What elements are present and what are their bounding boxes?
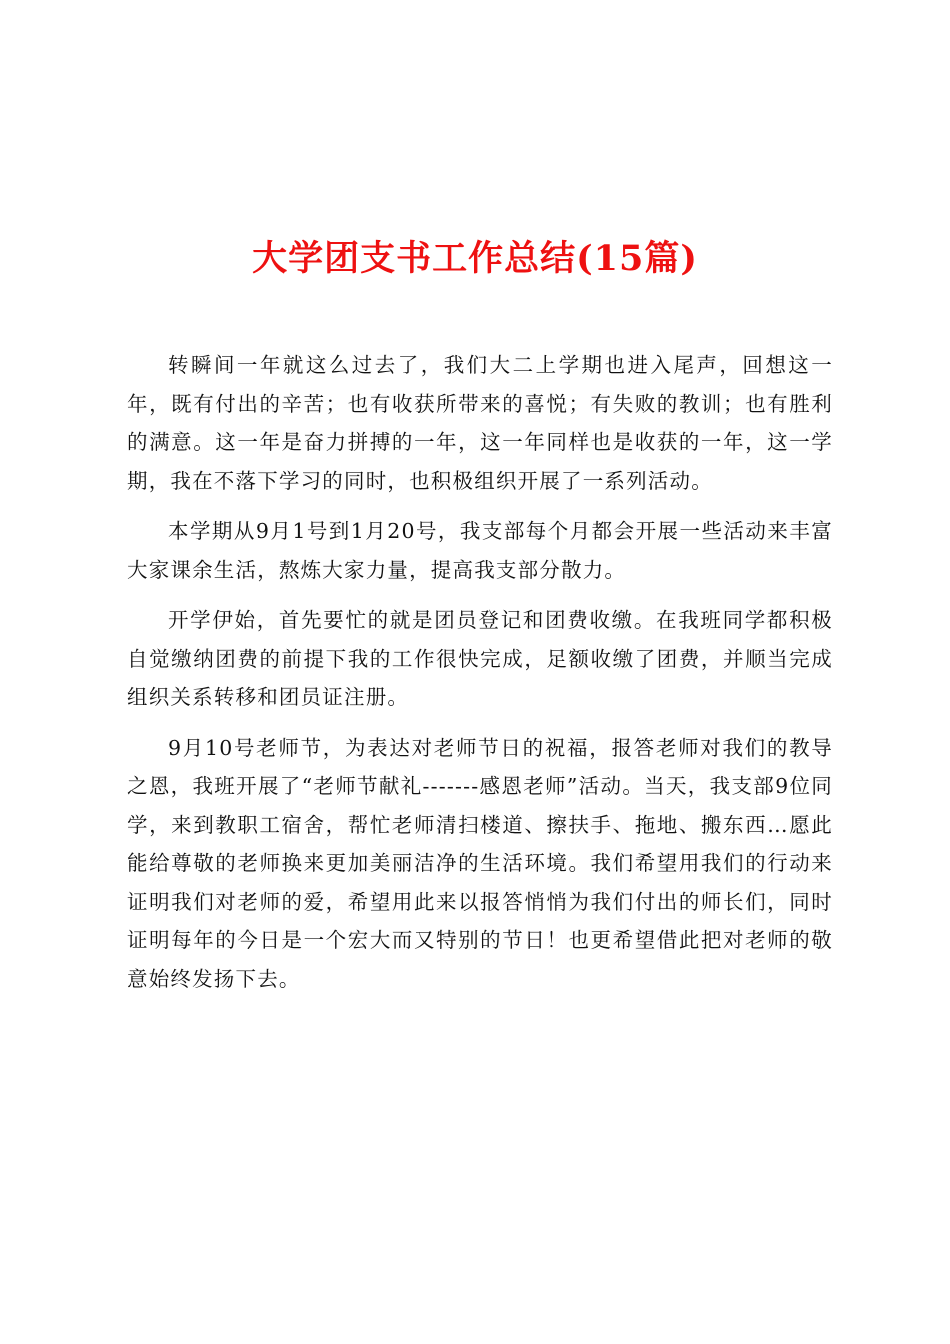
paragraph-2: 本学期从9月1号到1月20号，我支部每个月都会开展一些活动来丰富大家课余生活，熬炼大家力量，提高我支部分散力。 bbox=[127, 519, 833, 582]
paragraph-1: 转瞬间一年就这么过去了，我们大二上学期也进入尾声，回想这一年，既有付出的辛苦；也有收获所带来的喜悦；有失败的教训；也有胜利的满意。这一年是奋力拼搏的一年，这一年同样也是收获的一年，这一学期，我在不落下学习的同时，也积极组织开展了一系列活动。 bbox=[127, 353, 833, 493]
paragraph-4: 9月10号老师节，为表达对老师节日的祝福，报答老师对我们的教导之恩，我班开展了“老师节献礼-------感恩老师”活动。当天，我支部9位同学，来到教职工宿舍，帮忙老师清扫楼道、擦扶手、拖地、搬东西…愿此能给尊敬的老师换来更加美丽洁净的生活环境。我们希望用我们的行动来证明我们对老师的爱，希望用此来以报答悄悄为我们付出的师长们，同时证明每年的今日是一个宏大而又特别的节日！也更希望借此把对老师的敬意始终发扬下去。 bbox=[127, 735, 833, 991]
document-body bbox=[127, 346, 833, 1010]
paragraph-3: 开学伊始，首先要忙的就是团员登记和团费收缴。在我班同学都积极自觉缴纳团费的前提下我的工作很快完成，足额收缴了团费，并顺当完成组织关系转移和团员证注册。 bbox=[127, 608, 833, 709]
document-title: 大学团支书工作总结(15篇) bbox=[252, 238, 698, 280]
